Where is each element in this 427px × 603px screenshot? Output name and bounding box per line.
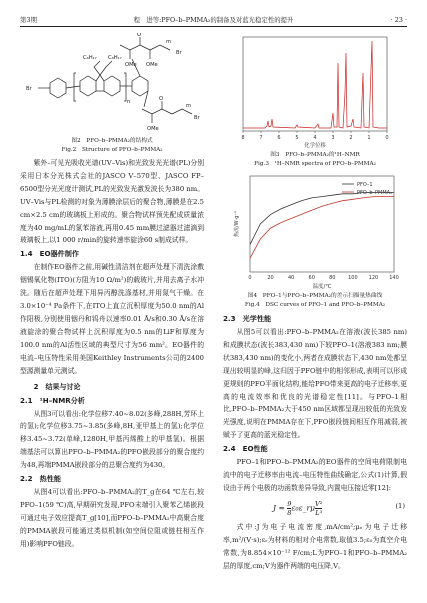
paragraph-optical: 从图5可以看出:PFO–b–PMMA₂在溶液(波长385 nm)和成膜状态(波长383,430 nm)下较PFO–1(溶液383 nm;膜状383,430 nm)的变化小,两者在成膜状态下,430 nm处都呈现出较明显的峰,这归因于PFO链中的相邻形成,表明可以形成更规则的PFO平面化结构,能给PFO带来更高的电子迁移率,更高的电流效率和优良的光谱稳定性[11]。与PFO–1相比,PFO–b–PMMA₂大于450 nm区域都呈现出较低的光致发光强度,说明在PMMA存在下,PFO嵌段链间相互作用减弱,被赋予了更高的蓝光稳定性。 bbox=[223, 328, 407, 440]
fig4-xtick-label: 20 bbox=[267, 275, 274, 281]
fig4-caption-cn: 图4 PFO–1与PFO–b–PMMA₂的差示扫描量热曲线 bbox=[247, 293, 383, 299]
paragraph-nmr: 从图3可以看出:化学位移7.40~8.02(多峰,288H,芳环上的氢);化学位移3.75~3.85(多峰,8H,亚甲基上的氢);化学位移3.45~3.72(单峰,1280H,甲基丙烯酸上的甲基氢)。根据端基法可以算出PFO–b–PMMA₂的PFO嵌段部分的聚合度约为48,再端PMMA嵌段部分的总聚合度约为430。 bbox=[20, 409, 204, 470]
fig2-caption-cn: 图2 PFO–b–PMMA₂的结构式 bbox=[71, 138, 153, 144]
fig4-xtick-label: 100 bbox=[348, 275, 358, 281]
fig2-label-ome-bottom: OMe bbox=[147, 126, 159, 132]
equation-mid: ε₀ε_rμ bbox=[291, 503, 316, 513]
paragraph-uvvis: 紫外–可见光吸收光谱(UV–Vis)和光致发光光谱(PL)分别采用日本分光株式会社的JASCO V–570型、JASCO FP–6500型分光光度计测试,PL的光致发光激发波长为380 nm。UV–Vis与PL检测的对象为薄膜涂层后的聚合物,薄膜是在2.5 cm×2.5 cm的玻璃板上形成的。聚合物试样预先配成质量浓度为40 mg/mL的氯苯溶液,再用0.45 mm膜过滤器过滤滴到玻璃板上,以1 000 r/min的旋转速率旋涂60 s制成试样。 bbox=[20, 159, 204, 245]
fig3-xlabel: 化学位移 bbox=[304, 143, 326, 149]
fig4-dsc-chart bbox=[230, 172, 400, 292]
section-2-3-heading: 2.3 光学性能 bbox=[223, 314, 272, 323]
equation-lhs: J = bbox=[273, 503, 288, 513]
equation-coef-num: 9 bbox=[287, 499, 292, 508]
fig4-xtick-label: 0 bbox=[248, 275, 252, 281]
fig4-xtick-label: 60 bbox=[308, 275, 315, 281]
issue-number: 第3期 bbox=[20, 16, 37, 24]
fig3-nmr-spectrum bbox=[235, 33, 395, 151]
fig4-series-line-2 bbox=[250, 197, 394, 259]
section-2-2-heading: 2.2 热性能 bbox=[20, 474, 61, 484]
fig3-tick-label: 0 bbox=[385, 135, 389, 141]
fig3-tick-label: 3 bbox=[331, 135, 335, 141]
fig4-legend-label-2: PFO–b–PMMA₂ bbox=[357, 190, 393, 196]
page-number: · 23 · bbox=[390, 16, 407, 24]
section-1-4-heading: 1.4 EO器件制作 bbox=[20, 249, 79, 259]
fig4-xtick-label: 140 bbox=[389, 275, 399, 281]
fig3-tick-label: 1 bbox=[367, 135, 371, 141]
fig4-ylabel: 热流/W·g⁻¹ bbox=[234, 210, 240, 238]
fig2-label-o-top: O bbox=[137, 33, 142, 38]
fig3-caption-en: Fig.3 ¹H–NMR spectra of PFO–b–PMMA₂ bbox=[254, 160, 376, 167]
right-column bbox=[223, 33, 407, 593]
fig2-label-ome-top: OMe bbox=[125, 62, 137, 68]
fig4-xlabel: 温度/℃ bbox=[312, 284, 332, 290]
fig4-xtick-label: 80 bbox=[329, 275, 336, 281]
fig2-structure-diagram bbox=[20, 33, 204, 137]
equation-coef-den: 8 bbox=[287, 508, 292, 517]
fig2-label-br-top: Br bbox=[176, 50, 182, 56]
paragraph-equation-vars: 式中:J为电子电流密度,mA/cm²;μₑ为电子迁移率,m²/(V·s);εᵣ为材料的相对介电常数,取值3.5;ε₀为真空介电常数,为8.854×10⁻¹² F/cm;L为PFO–1和PFO–b–PMMA₂层的厚度,cm;V为器件两端的电压降,V。 bbox=[223, 522, 407, 570]
running-title: 程 进等:PFO–b–PMMA₂的制备及对蓝光稳定性的提升 bbox=[133, 16, 294, 24]
equation-1 bbox=[223, 495, 407, 521]
equation-vfrac bbox=[315, 500, 322, 517]
fig3-tick-label: 7 bbox=[259, 135, 263, 141]
fig3-nmr-trace bbox=[243, 41, 387, 128]
equation-number: (1) bbox=[395, 501, 405, 510]
running-header bbox=[20, 14, 407, 27]
fig4-xtick-label: 120 bbox=[368, 275, 379, 281]
paragraph-thermal: 从图4可以看出:PFO–b–PMMA₂的T_g在64 ℃左右,较PFO–1(59 ℃)高,早期研究发现,PFO末端引入聚苯乙烯嵌段可通过电子效应提高T_g[10],而PFO–b–PMMA₂中高聚合度的PMMA嵌段可能通过类似机制(如空间位阻或链柱相互作用)影响PFO链段。 bbox=[20, 488, 204, 548]
fig2-label-br-left: Br bbox=[26, 86, 32, 92]
fig3-tick-label: 2 bbox=[349, 135, 353, 141]
equation-body bbox=[273, 500, 322, 517]
fig4-caption-en: Fig.4 DSC curves of PFO–1 and PFO–b–PMMA₂ bbox=[244, 301, 386, 308]
fig2-label-c8-right: C₈H₁₇ bbox=[108, 55, 122, 61]
section-2-4-heading: 2.4 EO性能 bbox=[223, 444, 268, 454]
fig2-caption-en: Fig.2 Structure of PFO–b–PMMA₂ bbox=[61, 146, 163, 153]
fig2-label-n: n bbox=[127, 99, 131, 105]
section-2-heading: 2 结果与讨论 bbox=[33, 382, 81, 391]
fig2-label-m-top: m bbox=[166, 39, 172, 45]
paragraph-eo-device: 在制作EO器件之前,用碱性清洁剂在超声处理下清洗涂敷铟锡氧化物(ITO)(方阻为10 Ω/m²)的载玻片,并用去离子水冲洗。随后在超声处理下用异丙醇洗涤基材,并用氮气干燥。在3.0×10⁻⁴ Pa条件下,在ITO上直立沉积厚度为50.0 nm的Al作阳极,分别使用铟丹和钨舟以速率0.01 Å/s和0.30 Å/s在溶液旋涂的聚合物试样上沉积厚度为0.5 nm的LiF和厚度为100.0 nm的Al活性区域的典型尺寸为56 mm²。EO器件的电流–电压特性采用美国Keithley Instruments公司的2400型源测量单元测试。 bbox=[20, 263, 204, 375]
fig3-tick-label: 5 bbox=[295, 135, 299, 141]
fig4-series-line-1 bbox=[250, 193, 394, 245]
fig2-label-o-bottom: O bbox=[159, 96, 164, 102]
fig2-label-ome-top2: OMe bbox=[146, 62, 158, 68]
fig2-label-br-bottom: Br bbox=[194, 115, 200, 121]
fig3-tick-label: 4 bbox=[313, 135, 317, 141]
equation-v-num: V² bbox=[315, 499, 323, 508]
left-column bbox=[20, 33, 204, 593]
fig4-xtick-label: 40 bbox=[287, 275, 295, 281]
fig3-caption-cn: 图3 PFO–b–PMMA₂的¹H–NMR bbox=[270, 152, 360, 158]
equation-v-den: L³ bbox=[315, 508, 323, 517]
section-2-1-heading: 2.1 ¹H–NMR分析 bbox=[20, 395, 85, 405]
fig2-label-c8-left: C₈H₁₇ bbox=[83, 55, 97, 61]
paragraph-eo-performance: PFO–1和PFO–b–PMMA₂的EO器件的空间电荷限制电流中的电子迁移率由电流–电压特性曲线确定,公式(1)计算,假设由于两个电极的功函数差异导致,内置电压接近零[12]: bbox=[223, 458, 407, 492]
fig3-tick-label: 6 bbox=[277, 135, 281, 141]
fig3-tick-label: 8 bbox=[241, 135, 245, 141]
fig4-legend-label-1: PFO–1 bbox=[357, 182, 373, 188]
fig2-label-m-bottom: m bbox=[186, 103, 192, 109]
